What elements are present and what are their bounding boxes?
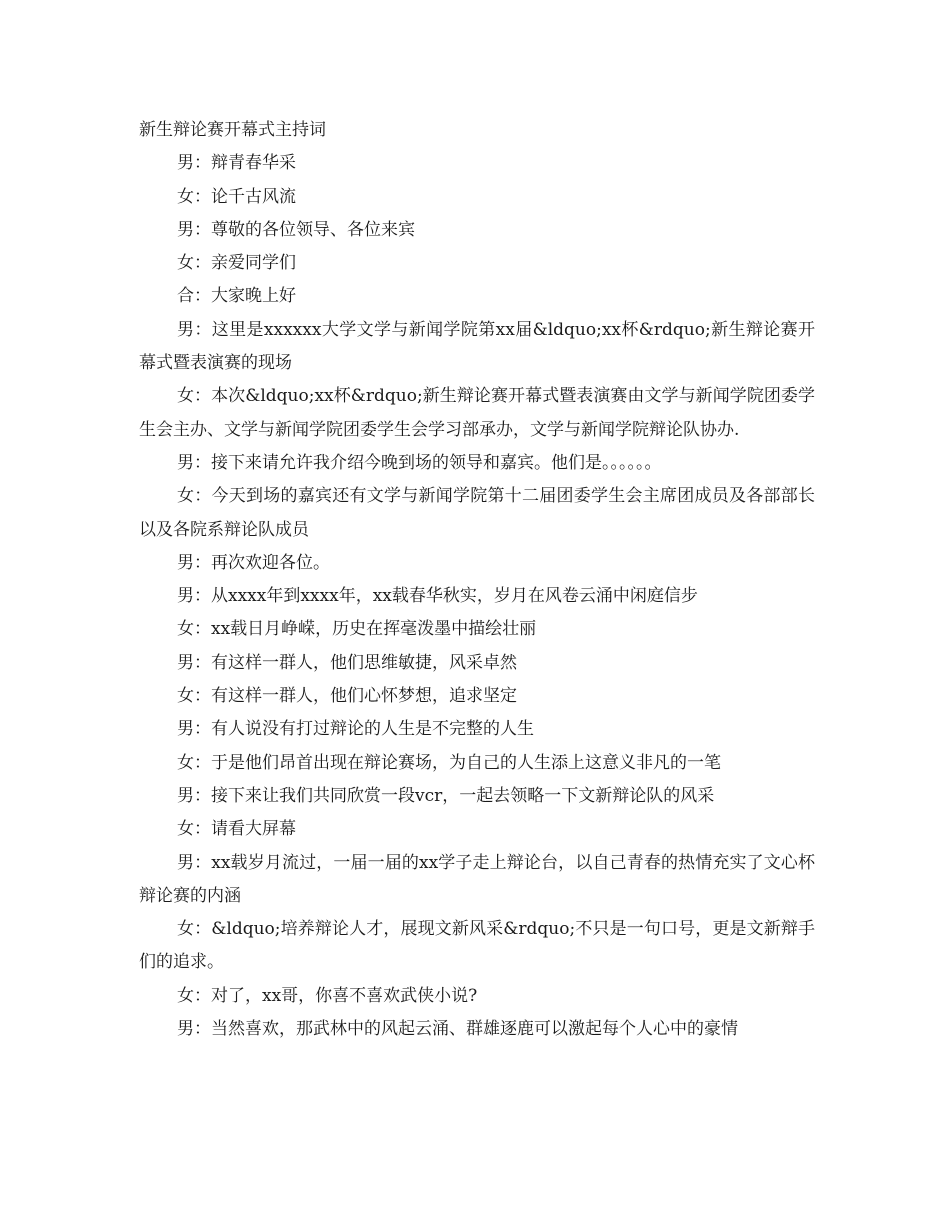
script-line: 女：今天到场的嘉宾还有文学与新闻学院第十二届团委学生会主席团成员及各部部长以及各院系辩论队成员 bbox=[139, 486, 815, 540]
script-line: 男：xx载岁月流过，一届一届的xx学子走上辩论台，以自己青春的热情充实了文心杯辩论赛的内涵 bbox=[139, 852, 815, 906]
document-title: 新生辩论赛开幕式主持词 bbox=[139, 120, 326, 140]
script-line: 男：接下来让我们共同欣赏一段vcr，一起去领略一下文新辩论队的风采 bbox=[177, 785, 715, 806]
script-line: 女：有这样一群人，他们心怀梦想，追求坚定 bbox=[177, 686, 517, 707]
script-line: 男：有人说没有打过辩论的人生是不完整的人生 bbox=[177, 719, 534, 740]
script-line: 男：有这样一群人，他们思维敏捷，风采卓然 bbox=[177, 652, 517, 673]
script-line: 男：从xxxx年到xxxx年，xx载春华秋实，岁月在风卷云涌中闲庭信步 bbox=[177, 586, 698, 607]
script-line: 男：再次欢迎各位。 bbox=[177, 552, 330, 573]
script-line: 男：辩青春华采 bbox=[177, 153, 296, 174]
script-line: 女：于是他们昂首出现在辩论赛场，为自己的人生添上这意义非凡的一笔 bbox=[177, 752, 721, 773]
script-line: 合：大家晚上好 bbox=[177, 286, 296, 307]
script-line: 女：&ldquo;培养辩论人才，展现文新风采&rdquo;不只是一句口号，更是文新辩手们的追求。 bbox=[139, 919, 815, 973]
script-line: 女：本次&ldquo;xx杯&rdquo;新生辩论赛开幕式暨表演赛由文学与新闻学院团委学生会主办、文学与新闻学院团委学生会学习部承办，文学与新闻学院辩论队协办. bbox=[139, 386, 815, 440]
script-line: 男：尊敬的各位领导、各位来宾 bbox=[177, 219, 415, 240]
script-line: 女：对了，xx哥，你喜不喜欢武侠小说? bbox=[177, 985, 478, 1006]
script-line: 男：接下来请允许我介绍今晚到场的领导和嘉宾。他们是。。。。。。 bbox=[177, 452, 662, 473]
script-line: 男：这里是xxxxxx大学文学与新闻学院第xx届&ldquo;xx杯&rdquo;新生辩论赛开幕式暨表演赛的现场 bbox=[139, 319, 815, 374]
script-line: 女：论千古风流 bbox=[177, 186, 296, 207]
document-body bbox=[139, 114, 815, 1046]
script-line: 女：亲爱同学们 bbox=[177, 253, 296, 274]
script-line: 女：xx载日月峥嵘，历史在挥毫泼墨中描绘壮丽 bbox=[177, 619, 537, 640]
script-line: 女：请看大屏幕 bbox=[177, 819, 296, 840]
script-line: 男：当然喜欢，那武林中的风起云涌、群雄逐鹿可以激起每个人心中的豪情 bbox=[177, 1019, 738, 1040]
